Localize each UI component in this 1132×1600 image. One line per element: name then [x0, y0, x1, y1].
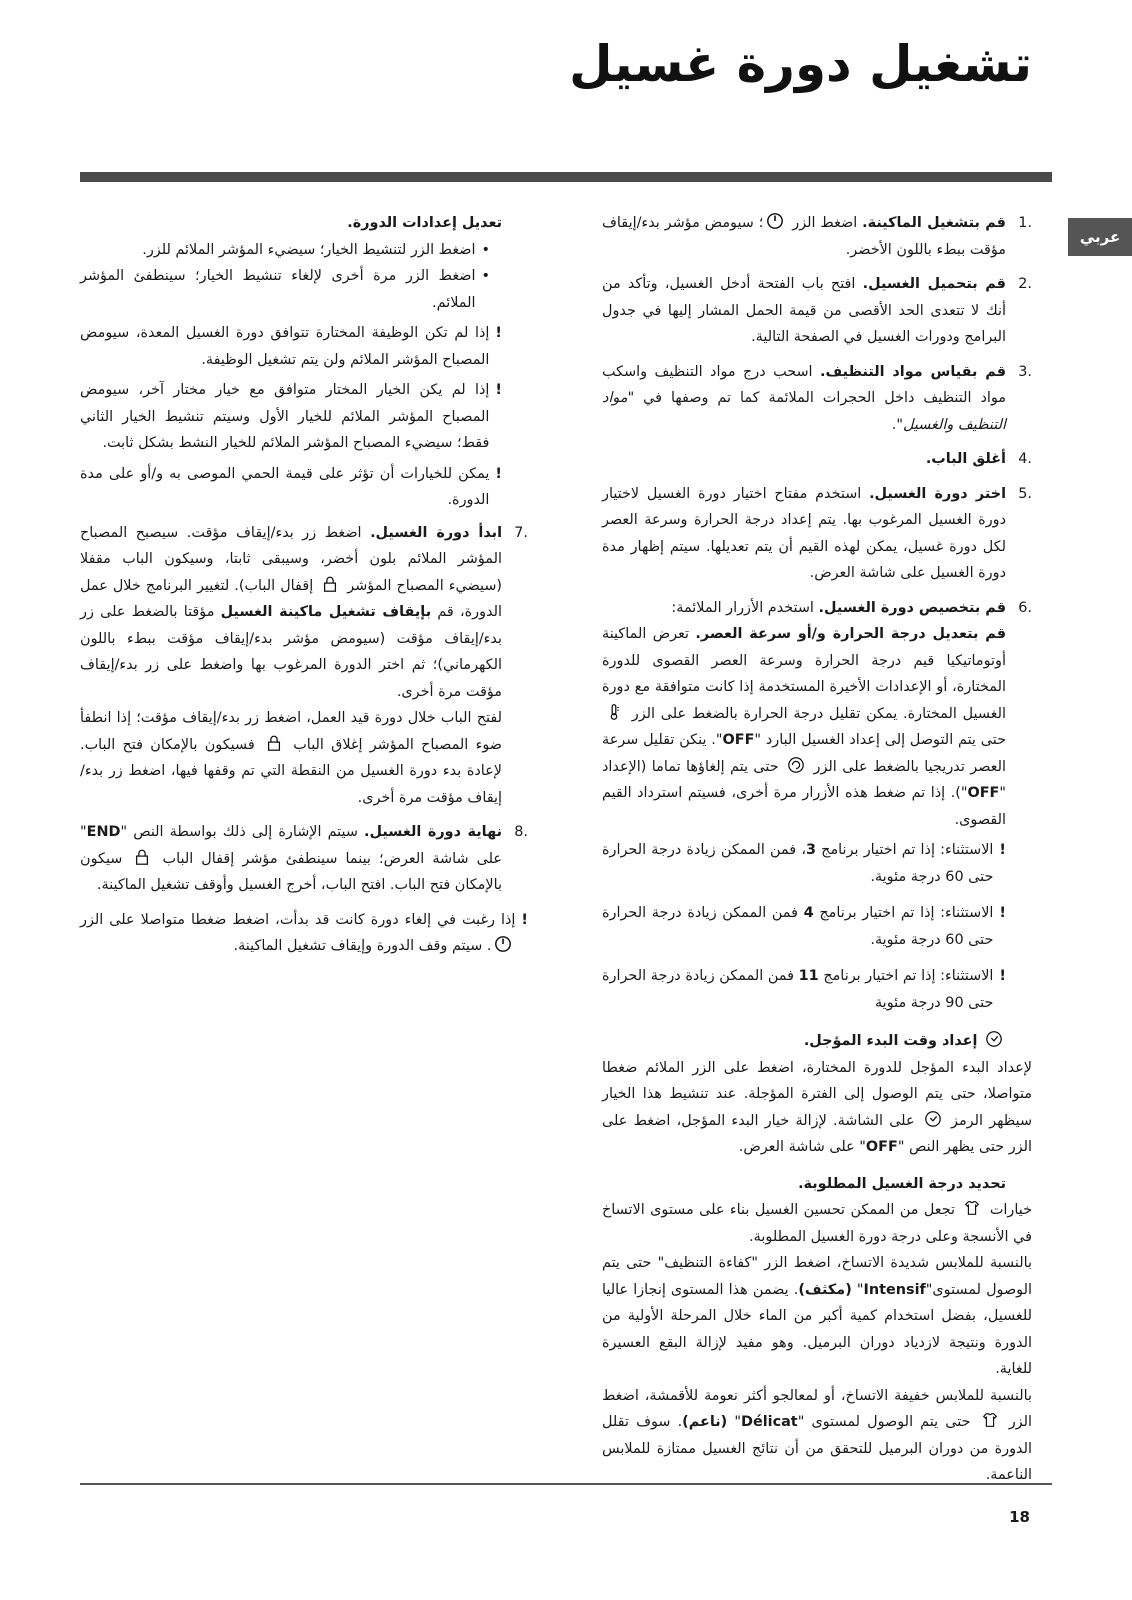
intensif-label: Intensif — [863, 1281, 926, 1298]
step-number: .5 — [1018, 485, 1032, 502]
note-text: ، فمن الممكن زيادة درجة الحرارة حتى 60 درجة مئوية. — [602, 842, 994, 885]
step-heading: نهاية دورة الغسيل. — [364, 824, 502, 840]
list-item-text: اضغط الزر لتنشيط الخيار؛ سيضيء المؤشر الملائم للزر. — [142, 241, 476, 258]
step-text: افتح باب الفتحة أدخل الغسيل، وتأكد من أنك لا تتعدى الحد الأقصى من قيمة الحمل المشار إليها في جدول البرامج ودورات الغسيل في الصفحة التالية. — [602, 276, 1006, 345]
language-tab: عربي — [1068, 218, 1132, 256]
subheading: قم بتعديل درجة الحرارة و/أو سرعة العصر. — [695, 626, 1006, 642]
step-number: .7 — [514, 524, 528, 541]
paragraph-text: حتى يتم إلغاؤها تماما (الإعداد " — [602, 758, 1006, 801]
cancel-cycle-note — [80, 907, 528, 960]
paragraph-text: لإعداد البدء المؤجل للدورة المختارة، اضغط على الزر الملائم ضغطا متواصلا، حتى يتم الوصول إلى الفترة المؤجلة. عند تنشيط هذا الخيار سيظهر الرمز — [602, 1059, 1032, 1129]
paragraph-text: تعرض الماكينة أوتوماتيكيا قيم درجة الحرارة وسرعة العصر القصوى للدورة المختارة، أو الإعدادات الأخيرة المستخدمة إذا كانت متوافقة مع دورة الغسيل المختارة. يمكن تقليل درجة الحرارة بالضغط على الزر — [602, 626, 1006, 722]
pause-emphasis: بإيقاف تشغيل ماكينة الغسيل — [220, 604, 432, 620]
step-text: سيتم الإشارة إلى ذلك بواسطة النص " — [120, 824, 365, 840]
soil-level-paragraph — [602, 1197, 1032, 1489]
page-title: تشغيل دورة غسيل — [569, 35, 1032, 93]
step-heading: قم بتشغيل الماكينة. — [862, 215, 1006, 231]
intensif-arabic-label: (مكثف) — [798, 1281, 852, 1298]
step-5 — [602, 481, 1032, 587]
step-text: ". — [891, 416, 903, 433]
note-text: إذا لم يكن الخيار المختار متوافق مع خيار مختار آخر، سيومض المصباح المؤشر الملائم للخيار الأول وسيتم تنشيط الخيار الثاني فقط؛ سيضيء المصباح المؤشر الملائم للخيار النشط بشكل ثابت. — [80, 382, 490, 451]
temperature-spin-paragraph — [602, 621, 1006, 833]
note-text: الاستثناء: إذا تم اختيار برنامج — [813, 905, 994, 921]
note-text: إذا رغبت في إلغاء دورة كانت قد بدأت، اضغط ضغطا متواصلا على الزر — [80, 911, 516, 928]
exception-note — [602, 963, 1006, 1016]
step-number: .1 — [1018, 215, 1032, 231]
program-number: 3 — [805, 842, 816, 858]
program-number: 4 — [803, 905, 814, 921]
end-label: END — [86, 824, 121, 840]
step-heading: أغلق الباب. — [925, 451, 1006, 467]
paragraph-text: . سوف تقلل الدورة من دوران البرميل للتحقق من أن نتائج الغسيل ممتازة للملابس الناعمة. — [602, 1414, 1032, 1483]
step-text: استخدم مفتاح اختيار دورة الغسيل لاختيار دورة الغسيل المرغوب بها. يتم إعداد درجة الحرارة وسرعة العصر لكل دورة غسيل، يمكن لهذه القيم أن يتم تعديلها. سيتم إظهار مدة دورة الغسيل على شاشة العرض. — [602, 485, 1006, 581]
step-heading: ابدأ دورة الغسيل. — [370, 524, 502, 541]
note-text: يمكن للخيارات أن تؤثر على قيمة الحمي الموصى به و/أو على مدة الدورة. — [80, 465, 490, 508]
step-text: ؛ سيومض مؤشر بدء/إيقاف مؤقت ببطء باللون الأخضر. — [602, 215, 1006, 258]
note-text: الاستثناء: إذا تم اختيار برنامج — [818, 968, 994, 984]
spin-icon — [787, 756, 805, 774]
note-text: إذا لم تكن الوظيفة المختارة تتوافق دورة الغسيل المعدة، سيومض المصباح المؤشر الملائم ولن يتم تشغيل الوظيفة. — [80, 325, 490, 368]
warning-mark: ! — [495, 465, 502, 482]
power-icon — [766, 212, 784, 230]
step-number: .8 — [514, 824, 528, 840]
off-label: OFF — [865, 1139, 898, 1155]
bullet: • — [481, 241, 490, 258]
delay-start-paragraph — [602, 1055, 1032, 1161]
paragraph-text: . يضمن هذا المستوى إنجازا عاليا للغسيل، بفضل استخدام كمية أكبر من الماء خلال المرحلة الأولية من الدورة ونتيجة لازدياد دوران البرميل. وهو مفيد لإزالة البقع العسيرة للغاية. — [602, 1281, 1032, 1377]
paragraph-text: "). إذا تم ضغط هذه الأزرار مرة أخرى، فسيتم استرداد القيم القصوى. — [602, 785, 1006, 828]
step-2 — [602, 271, 1032, 351]
bullet: • — [481, 268, 490, 284]
left-column — [80, 210, 528, 964]
lock-icon — [133, 848, 151, 866]
paragraph-text: ". ينكن تقليل سرعة العصر تدريجيا بالضغط على الزر — [602, 732, 1006, 775]
step-3 — [602, 359, 1032, 439]
step-text: فسيكون بالإمكان فتح الباب. لإعادة بدء دورة الغسيل من النقطة التي تم وقفها فيها، اضغط زر بدء/إيقاف مؤقت مرة أخرى. — [80, 736, 502, 806]
warning-mark: ! — [999, 968, 1006, 984]
off-label: OFF — [722, 732, 755, 748]
delay-timer-icon — [985, 1030, 1003, 1048]
note-text: الاستثناء: إذا تم اختيار برنامج — [816, 842, 994, 858]
paragraph-text: حتى يتم التوصل إلى إعداد الغسيل البارد " — [754, 732, 1006, 748]
paragraph-text: " على شاشة العرض. — [738, 1139, 866, 1155]
modify-settings-heading: تعديل إعدادات الدورة. — [347, 215, 502, 231]
thermometer-icon — [605, 703, 623, 721]
delay-start-heading: إعداد وقت البدء المؤجل. — [803, 1033, 978, 1049]
step-text: سيكون بالإمكان فتح الباب. افتح الباب، أخرج الغسيل وأوقف تشغيل الماكينة. — [80, 850, 502, 893]
soil-heading-row — [602, 1171, 1006, 1198]
power-icon — [494, 935, 512, 953]
paragraph-text: على الشاشة. لإزالة خيار البدء المؤجل، اضغط على الزر حتى يظهر النص " — [602, 1112, 1032, 1155]
warning-note — [80, 461, 502, 514]
warning-mark: ! — [999, 905, 1006, 921]
step-text: استخدم الأزرار الملائمة: — [671, 599, 819, 616]
step-text: اضغط الزر — [787, 215, 863, 231]
warning-mark: ! — [999, 842, 1006, 858]
bottom-divider — [80, 1483, 1052, 1485]
note-text: فمن الممكن زيادة درجة الحرارة حتى 90 درجة مئوية — [602, 968, 994, 1011]
delay-heading-row — [602, 1028, 1006, 1055]
modify-settings-section — [80, 210, 528, 514]
note-text: . سيتم وقف الدورة وإيقاف تشغيل الماكينة. — [233, 938, 492, 954]
paragraph-text: " — [727, 1414, 741, 1430]
shirt-icon — [981, 1411, 999, 1429]
step-text: اسحب درج مواد التنظيف واسكب مواد التنظيف داخل الحجرات الملائمة كما تم وصفها في " — [602, 363, 1006, 406]
list-item — [80, 263, 502, 316]
shirt-icon — [963, 1199, 981, 1217]
off-label: OFF — [967, 785, 1000, 801]
list-item — [80, 237, 502, 264]
step-text: " على شاشة العرض؛ بينما سينطفئ مؤشر إقفال الباب — [80, 824, 502, 867]
step-6 — [602, 595, 1032, 1021]
warning-note — [80, 320, 502, 373]
program-number: 11 — [798, 968, 819, 984]
list-item-text: اضغط الزر مرة أخرى لإلغاء تنشيط الخيار؛ سينطفئ المؤشر الملائم. — [80, 268, 476, 311]
soil-level-heading: تحديد درجة الغسيل المطلوبة. — [798, 1175, 1006, 1192]
step-text: لفتح الباب خلال دورة قيد العمل، اضغط زر بدء/إيقاف مؤقت؛ إذا انطفأ ضوء المصباح المؤشر إغلاق الباب — [80, 710, 502, 753]
step-heading: قم بتخصيص دورة الغسيل. — [818, 599, 1006, 616]
step-8 — [80, 819, 528, 899]
paragraph-text: " — [851, 1281, 864, 1298]
delay-timer-icon — [924, 1110, 942, 1128]
step-number: .4 — [1018, 451, 1032, 467]
lock-icon — [265, 734, 283, 752]
delicat-label: Délicat — [741, 1414, 798, 1430]
lock-icon — [321, 575, 339, 593]
exception-note — [602, 900, 1006, 953]
warning-note — [80, 377, 502, 457]
right-column — [602, 210, 1032, 1489]
delicat-arabic-label: (ناعم) — [682, 1414, 728, 1430]
step-heading: قم بقياس مواد التنظيف. — [819, 363, 1006, 380]
top-divider — [80, 172, 1052, 182]
paragraph-text: خيارات — [984, 1202, 1032, 1218]
step-heading: قم بتحميل الغسيل. — [862, 276, 1006, 292]
step-text: مؤقتا بالضغط على زر بدء/إيقاف مؤقت (سيومض مؤشر بدء/إيقاف مؤقت ببطء باللون الكهرماني)؛ ثم اختر الدورة المرغوب بها واضغط على زر بدء/إيقاف مؤقت مرة أخرى. — [80, 604, 502, 700]
note-text: فمن الممكن زيادة درجة الحرارة حتى 60 درجة مئوية. — [602, 905, 994, 948]
paragraph-text: بالنسبة للملابس شديدة الاتساخ، اضغط الزر "كفاءة التنظيف" حتى يتم الوصول لمستوى" — [602, 1255, 1033, 1298]
step-text: إقفال الباب). لتغيير البرنامج خلال عمل الدورة، قم — [80, 577, 502, 620]
paragraph-text: بالنسبة للملابس خفيفة الاتساخ، أو لمعالجو أكثر نعومة للأقمشة، اضغط الزر — [602, 1387, 1032, 1430]
step-number: .6 — [1018, 599, 1032, 616]
paragraph-text: تجعل من الممكن تحسين الغسيل بناء على مستوى الاتساخ في الأنسجة وعلى درجة دورة الغسيل المطلوبة. — [602, 1202, 1032, 1245]
section-reference: مواد التنظيف والغسيل — [602, 390, 1006, 433]
step-number: .2 — [1018, 276, 1032, 292]
step-7 — [80, 520, 528, 812]
step-heading: اختر دورة الغسيل. — [869, 485, 1006, 502]
step-number: .3 — [1018, 363, 1032, 380]
step-text: اضغط زر بدء/إيقاف مؤقت. سيصبح المصباح المؤشر الملائم بلون أخضر، وسيبقى ثابتا، وسيكون الباب مقفلا (سيضيء المصباح المؤشر — [80, 524, 502, 594]
warning-mark: ! — [495, 325, 502, 341]
paragraph-text: حتى يتم الوصول لمستوى " — [797, 1414, 978, 1430]
step-4 — [602, 446, 1032, 473]
exception-note — [602, 837, 1006, 890]
step-1 — [602, 210, 1032, 263]
warning-mark: ! — [495, 382, 502, 398]
page-number: 18 — [1009, 1508, 1030, 1526]
warning-mark: ! — [521, 911, 528, 928]
